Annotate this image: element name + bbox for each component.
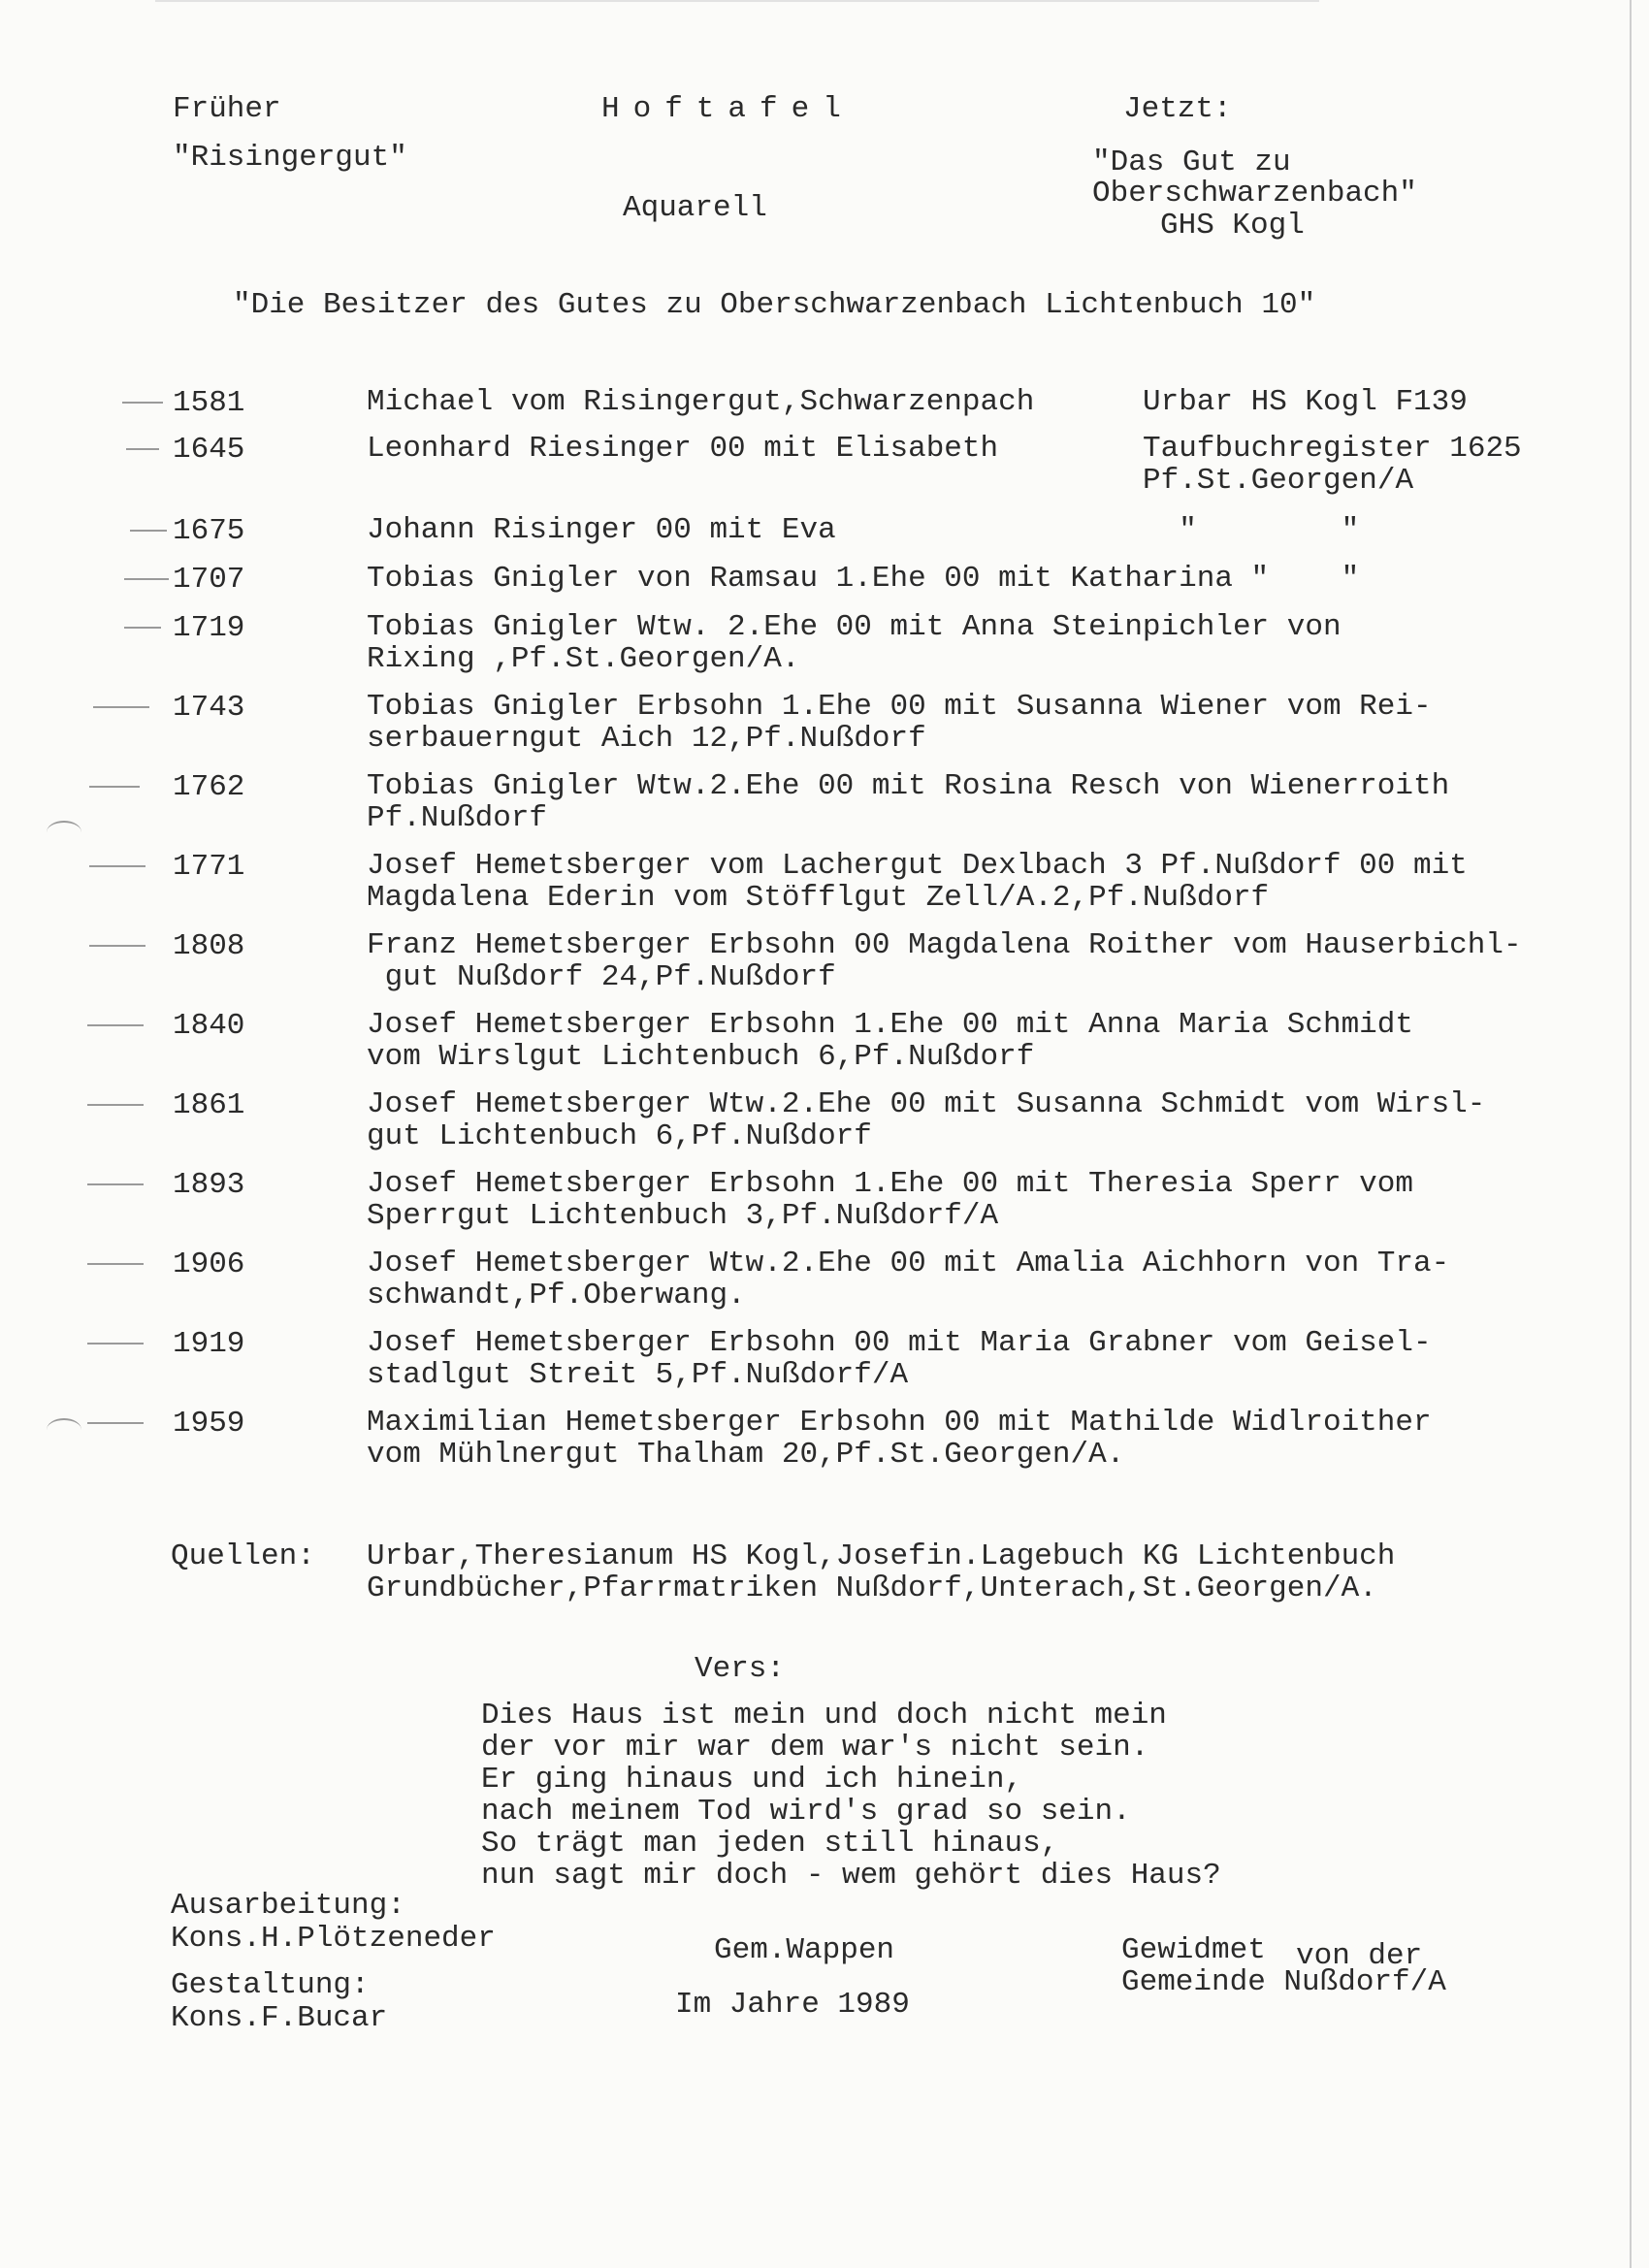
margin-tick-mark <box>87 1024 144 1026</box>
entry-text: Josef Hemetsberger vom Lachergut Dexlbach 3 Pf.Nußdorf 00 mit Magdalena Ederin vom Stöfflgut Zell/A.2,Pf.Nußdorf <box>367 849 1468 915</box>
margin-tick-mark <box>130 530 167 532</box>
entry-text: Josef Hemetsberger Erbsohn 00 mit Maria Grabner vom Geisel- stadlgut Streit 5,Pf.Nußdorf/A <box>367 1326 1432 1392</box>
header-current-name: "Das Gut zu Oberschwarzenbach" <box>1092 146 1417 211</box>
entry-year: 1893 <box>173 1168 245 1202</box>
design-name: Kons.F.Bucar <box>171 2001 388 2035</box>
entry-year: 1719 <box>173 611 245 645</box>
entry-year: 1861 <box>173 1088 245 1122</box>
entry-year: 1808 <box>173 929 245 963</box>
entry-year: 1771 <box>173 850 245 884</box>
author-label: Ausarbeitung: <box>171 1889 405 1923</box>
entry-text: Josef Hemetsberger Wtw.2.Ehe 00 mit Amalia Aichhorn von Tra- schwandt,Pf.Oberwang. <box>367 1247 1450 1312</box>
verse-text: Dies Haus ist mein und doch nicht mein der vor mir war dem war's nicht sein. Er ging hinaus und ich hinein, nach meinem Tod wird's grad so sein. So trägt man jeden still hinaus, nun sagt mir doch - wem gehört dies Haus? <box>481 1699 1221 1893</box>
entry-source: Taufbuchregister 1625 Pf.St.Georgen/A <box>1143 432 1522 498</box>
header-subtitle: Aquarell <box>623 191 767 225</box>
margin-tick-mark <box>89 865 146 867</box>
margin-tick-mark <box>87 1263 144 1265</box>
margin-tick-mark <box>93 706 149 708</box>
dedication-text: Gewidmet Gemeinde Nußdorf/A <box>1121 1933 1446 1999</box>
entry-year: 1959 <box>173 1407 245 1441</box>
entry-text: Josef Hemetsberger Erbsohn 1.Ehe 00 mit Anna Maria Schmidt vom Wirslgut Lichtenbuch 6,Pf.Nußdorf <box>367 1008 1413 1074</box>
entry-text: Johann Risinger 00 mit Eva <box>367 513 836 547</box>
entry-text: Michael vom Risingergut,Schwarzenpach <box>367 385 1035 419</box>
margin-tick-mark <box>122 402 163 404</box>
margin-tick-mark <box>87 1104 144 1106</box>
margin-tick-mark <box>87 1183 144 1185</box>
entry-source: " " <box>1143 513 1360 547</box>
design-label: Gestaltung: <box>171 1968 370 2002</box>
header-former-name: "Risingergut" <box>173 141 407 175</box>
verse-label: Vers: <box>695 1652 786 1686</box>
binder-hole-mark <box>47 1418 81 1442</box>
entry-text: Tobias Gnigler Wtw.2.Ehe 00 mit Rosina Resch von Wienerroith Pf.Nußdorf <box>367 769 1450 835</box>
entry-text: Leonhard Riesinger 00 mit Elisabeth <box>367 432 999 466</box>
header-former-label: Früher <box>173 92 281 126</box>
margin-tick-mark <box>124 578 169 580</box>
entry-year: 1645 <box>173 433 245 467</box>
author-name: Kons.H.Plötzeneder <box>171 1922 496 1956</box>
header-current-sub: GHS Kogl <box>1160 209 1305 243</box>
entry-text: Maximilian Hemetsberger Erbsohn 00 mit Mathilde Widlroither vom Mühlnergut Thalham 20,Pf.St.Georgen/A. <box>367 1406 1432 1472</box>
entry-year: 1675 <box>173 514 245 548</box>
header-current-label: Jetzt: <box>1123 92 1232 126</box>
sources-label: Quellen: <box>171 1539 315 1573</box>
entry-year: 1707 <box>173 563 245 597</box>
margin-tick-mark <box>87 1422 144 1424</box>
dedication-from: von der <box>1296 1939 1423 1973</box>
document-subtitle: "Die Besitzer des Gutes zu Oberschwarzenbach Lichtenbuch 10" <box>233 288 1316 322</box>
entry-text: Tobias Gnigler Erbsohn 1.Ehe 00 mit Susanna Wiener vom Rei- serbauerngut Aich 12,Pf.Nußdorf <box>367 690 1432 756</box>
page-title: Hoftafel <box>601 92 855 126</box>
margin-tick-mark <box>87 1343 144 1345</box>
coat-of-arms-label: Gem.Wappen <box>714 1933 895 1967</box>
entry-text: Josef Hemetsberger Erbsohn 1.Ehe 00 mit Theresia Sperr vom Sperrgut Lichtenbuch 3,Pf.Nußdorf/A <box>367 1167 1413 1233</box>
entry-year: 1581 <box>173 386 245 420</box>
entry-year: 1762 <box>173 770 245 804</box>
entry-text: Josef Hemetsberger Wtw.2.Ehe 00 mit Susanna Schmidt vom Wirsl- gut Lichtenbuch 6,Pf.Nußdorf <box>367 1087 1486 1153</box>
year-label: Im Jahre 1989 <box>675 1988 910 2022</box>
entry-text: Tobias Gnigler von Ramsau 1.Ehe 00 mit Katharina " " <box>367 562 1360 596</box>
entry-year: 1906 <box>173 1247 245 1281</box>
entry-year: 1840 <box>173 1009 245 1043</box>
margin-tick-mark <box>89 945 146 947</box>
entry-year: 1919 <box>173 1327 245 1361</box>
margin-tick-mark <box>124 627 161 629</box>
binder-hole-mark <box>47 821 81 844</box>
page-edge-top <box>155 0 1319 2</box>
page-edge <box>1630 0 1632 2268</box>
entry-text: Franz Hemetsberger Erbsohn 00 Magdalena Roither vom Hauserbichl- gut Nußdorf 24,Pf.Nußdorf <box>367 928 1522 994</box>
entry-text: Tobias Gnigler Wtw. 2.Ehe 00 mit Anna Steinpichler von Rixing ,Pf.St.Georgen/A. <box>367 610 1342 676</box>
entry-source: Urbar HS Kogl F139 <box>1143 385 1468 419</box>
entry-year: 1743 <box>173 691 245 725</box>
sources-text: Urbar,Theresianum HS Kogl,Josefin.Lagebuch KG Lichtenbuch Grundbücher,Pfarrmatriken Nußdorf,Unterach,St.Georgen/A. <box>367 1539 1396 1605</box>
margin-tick-mark <box>89 786 140 788</box>
margin-tick-mark <box>126 448 159 450</box>
